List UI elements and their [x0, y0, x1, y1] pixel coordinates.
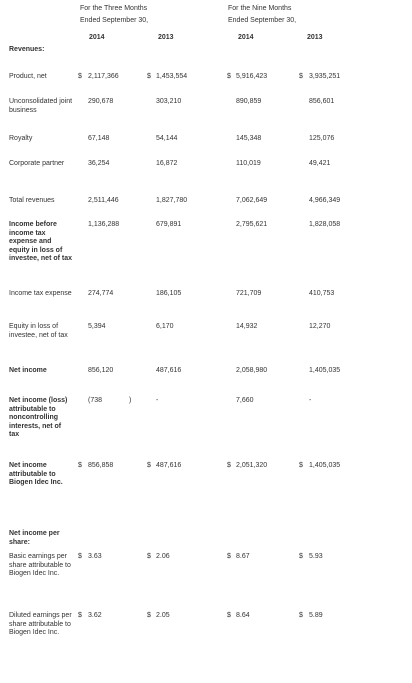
- cell-three-months-2013: -: [156, 397, 159, 404]
- closing-paren: ): [129, 397, 132, 404]
- cell-three-months-2014: 2,511,446: [88, 197, 119, 204]
- header-three-months-line1: For the Three Months: [80, 5, 148, 12]
- cell-nine-months-2014: 8.67: [236, 553, 250, 560]
- cell-nine-months-2013: 1,828,058: [309, 221, 341, 228]
- cell-nine-months-2014: 721,709: [236, 290, 262, 297]
- currency-symbol: $: [227, 553, 231, 560]
- cell-nine-months-2014: 2,058,980: [236, 367, 268, 374]
- currency-symbol: $: [299, 553, 303, 560]
- cell-three-months-2013: 16,872: [156, 160, 178, 167]
- cell-nine-months-2013: 5.89: [309, 612, 323, 619]
- currency-symbol: $: [299, 612, 303, 619]
- section-net-income-per-share: Net income per share:: [9, 530, 60, 546]
- cell-three-months-2014: 290,678: [88, 98, 114, 105]
- cell-three-months-2013: 2.05: [156, 612, 170, 619]
- cell-three-months-2013: 54,144: [156, 135, 178, 142]
- cell-three-months-2013: 1,827,780: [156, 197, 188, 204]
- cell-three-months-2013: 6,170: [156, 323, 174, 330]
- currency-symbol: $: [78, 553, 82, 560]
- cell-nine-months-2014: 2,795,621: [236, 221, 268, 228]
- currency-symbol: $: [299, 462, 303, 469]
- row-label: Net income (loss) attributable to noncontrolling interests, net of tax: [9, 397, 68, 438]
- header-three-months-line2: Ended September 30,: [80, 17, 149, 24]
- col-header-2014-n: 2014: [238, 34, 254, 41]
- cell-three-months-2014: 2,117,366: [88, 73, 119, 80]
- cell-three-months-2014: 1,136,288: [88, 221, 120, 228]
- header-nine-months-line1: For the Nine Months: [228, 5, 292, 12]
- currency-symbol: $: [227, 612, 231, 619]
- col-header-2014-q: 2014: [89, 34, 105, 41]
- header-nine-months-line2: Ended September 30,: [228, 17, 297, 24]
- cell-three-months-2014: 5,394: [88, 323, 106, 330]
- cell-three-months-2013: 2.06: [156, 553, 170, 560]
- cell-three-months-2013: 303,210: [156, 98, 182, 105]
- currency-symbol: $: [78, 612, 82, 619]
- cell-three-months-2013: 487,616: [156, 367, 182, 374]
- cell-nine-months-2013: 5.93: [309, 553, 323, 560]
- row-label: Equity in loss of investee, net of tax: [9, 323, 68, 339]
- header-group-three-months: [80, 3, 148, 27]
- currency-symbol: $: [147, 553, 151, 560]
- cell-nine-months-2014: 110,019: [236, 160, 261, 167]
- row-label: Unconsolidated joint business: [9, 98, 73, 114]
- cell-three-months-2014: 274,774: [88, 290, 114, 297]
- cell-nine-months-2014: 14,932: [236, 323, 258, 330]
- cell-nine-months-2014: 2,051,320: [236, 462, 268, 469]
- cell-nine-months-2013: 4,966,349: [309, 197, 341, 204]
- header-group-nine-months: [228, 3, 296, 27]
- cell-nine-months-2013: 12,270: [309, 323, 331, 330]
- cell-nine-months-2013: 856,601: [309, 98, 335, 105]
- cell-nine-months-2014: 7,062,649: [236, 197, 268, 204]
- row-label: Basic earnings per share attributable to Biogen Idec Inc.: [9, 553, 71, 577]
- row-label: Income before income tax expense and equity in loss of investee, net of tax: [9, 221, 73, 262]
- cell-three-months-2014: 856,858: [88, 462, 114, 469]
- cell-three-months-2014: (738: [88, 397, 103, 404]
- currency-symbol: $: [299, 73, 303, 80]
- currency-symbol: $: [78, 462, 82, 469]
- cell-nine-months-2013: -: [309, 397, 312, 404]
- currency-symbol: $: [147, 612, 151, 619]
- cell-nine-months-2013: 1,405,035: [309, 462, 341, 469]
- cell-three-months-2013: 1,453,554: [156, 73, 188, 80]
- cell-nine-months-2014: 145,348: [236, 135, 262, 142]
- currency-symbol: $: [227, 462, 231, 469]
- cell-three-months-2013: 679,891: [156, 221, 182, 228]
- currency-symbol: $: [147, 73, 151, 80]
- cell-nine-months-2014: 5,916,423: [236, 73, 268, 80]
- cell-nine-months-2013: 1,405,035: [309, 367, 341, 374]
- cell-three-months-2014: 3.63: [88, 553, 102, 560]
- row-label: Net income: [9, 367, 47, 374]
- cell-nine-months-2013: 125,076: [309, 135, 335, 142]
- currency-symbol: $: [227, 73, 231, 80]
- cell-three-months-2014: 856,120: [88, 367, 114, 374]
- currency-symbol: $: [147, 462, 151, 469]
- row-label: Diluted earnings per share attributable to Biogen Idec Inc.: [9, 612, 72, 636]
- cell-three-months-2014: 3.62: [88, 612, 102, 619]
- col-header-2013-q: 2013: [158, 34, 174, 41]
- row-label: Net income attributable to Biogen Idec Inc.: [9, 462, 63, 486]
- cell-three-months-2014: 67,148: [88, 135, 110, 142]
- currency-symbol: $: [78, 73, 82, 80]
- cell-nine-months-2013: 49,421: [309, 160, 331, 167]
- col-header-2013-n: 2013: [307, 34, 323, 41]
- cell-nine-months-2013: 3,935,251: [309, 73, 341, 80]
- cell-nine-months-2014: 8.64: [236, 612, 250, 619]
- cell-nine-months-2014: 7,660: [236, 397, 254, 404]
- cell-three-months-2014: 36,254: [88, 160, 110, 167]
- cell-three-months-2013: 186,105: [156, 290, 182, 297]
- cell-nine-months-2014: 890,859: [236, 98, 262, 105]
- row-label: Royalty: [9, 135, 33, 142]
- row-label: Income tax expense: [9, 290, 72, 297]
- cell-nine-months-2013: 410,753: [309, 290, 335, 297]
- section-revenues: Revenues:: [9, 46, 45, 53]
- row-label: Corporate partner: [9, 160, 65, 167]
- cell-three-months-2013: 487,616: [156, 462, 182, 469]
- row-label: Product, net: [9, 73, 47, 80]
- row-label: Total revenues: [9, 197, 55, 204]
